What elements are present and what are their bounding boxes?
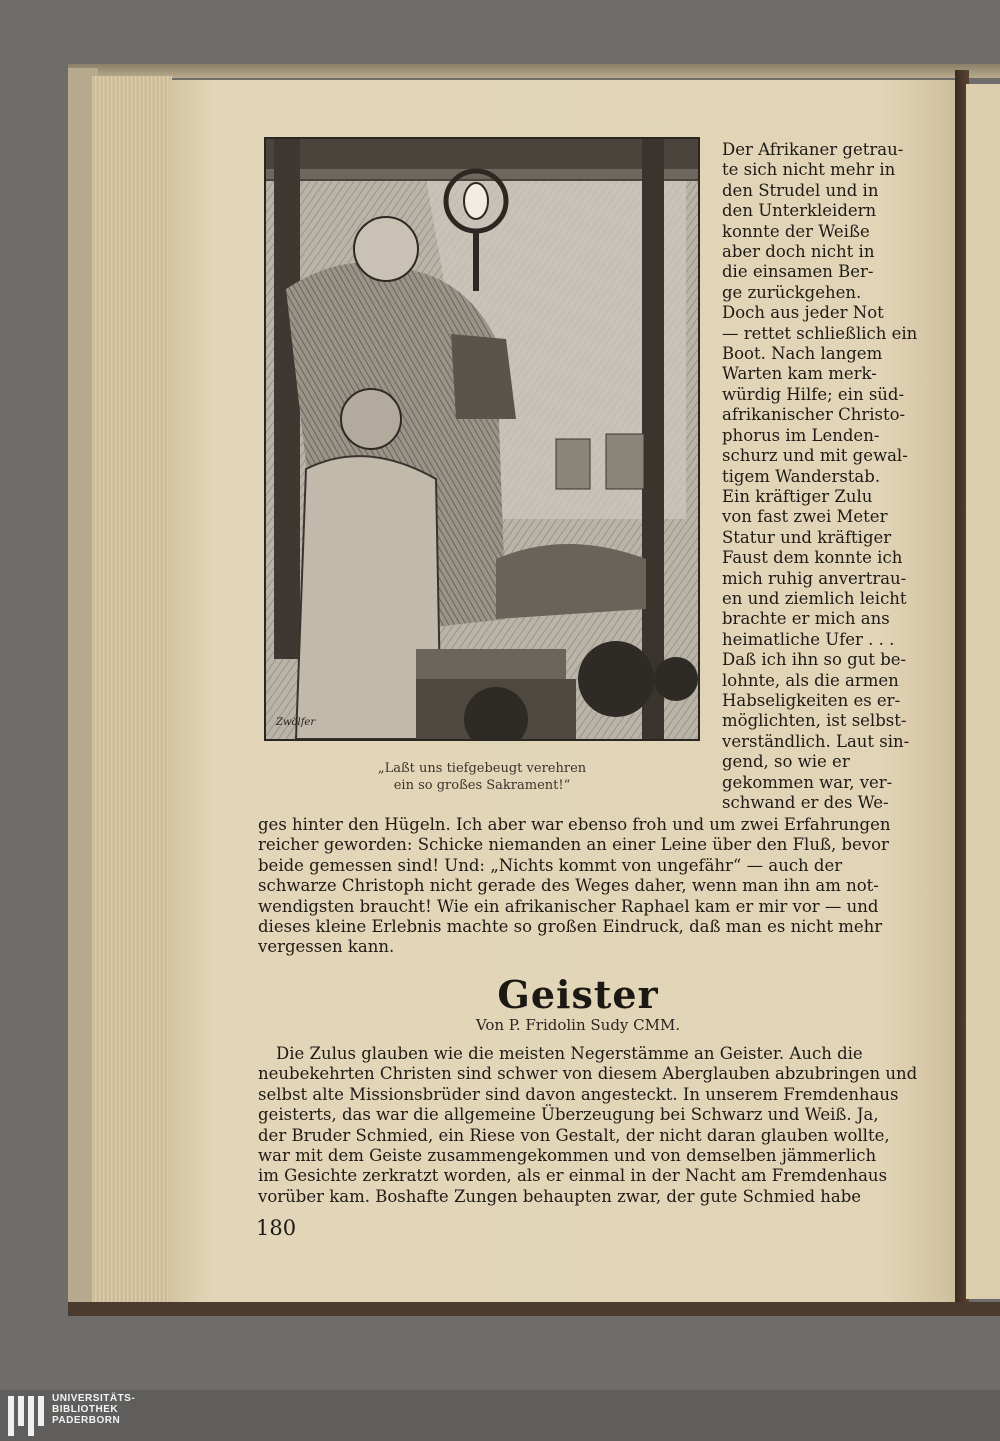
story-paragraph bbox=[258, 815, 898, 958]
text-line: mich ruhig anvertrau- bbox=[722, 568, 907, 588]
text-line: geisterts, das war die allgemeine Überzeugung bei Schwarz und Weiß. Ja, bbox=[258, 1105, 879, 1125]
text-line: Warten kam merk- bbox=[722, 364, 877, 384]
text-line: neubekehrten Christen sind schwer von diesem Aberglauben abzubringen und bbox=[258, 1064, 918, 1084]
footer-bar bbox=[0, 1390, 1000, 1441]
right-text-column bbox=[722, 140, 918, 813]
text-line: lohnte, als die armen bbox=[722, 670, 899, 690]
page-number: 180 bbox=[256, 1216, 297, 1240]
logo-line-1: UNIVERSITÄTS- bbox=[52, 1393, 136, 1404]
article-byline: Von P. Fridolin Sudy CMM. bbox=[475, 1016, 681, 1034]
logo-line-2: BIBLIOTHEK bbox=[52, 1404, 119, 1415]
text-line: beide gemessen sind! Und: „Nichts kommt von ungefähr“ — auch der bbox=[258, 855, 843, 875]
illustration-caption bbox=[264, 760, 700, 794]
caption-line-1: „Laßt uns tiefgebeugt verehren bbox=[377, 761, 587, 776]
text-line: afrikanischer Christo- bbox=[722, 405, 906, 425]
text-line: Boot. Nach langem bbox=[722, 344, 883, 364]
artist-signature: Zwölfer bbox=[276, 717, 316, 728]
text-line: en und ziemlich leicht bbox=[722, 588, 907, 608]
text-line: wendigsten braucht! Wie ein afrikanischer Raphael kam er mir vor — und bbox=[258, 896, 879, 916]
text-line: der Bruder Schmied, ein Riese von Gestalt, der nicht daran glauben wollte, bbox=[258, 1125, 890, 1145]
text-line: Statur und kräftiger bbox=[722, 527, 892, 547]
text-line: konnte der Weiße bbox=[722, 221, 870, 241]
text-line: tigem Wanderstab. bbox=[722, 466, 881, 486]
text-line: Die Zulus glauben wie die meisten Negerstämme an Geister. Auch die bbox=[276, 1044, 863, 1063]
engraving-illustration bbox=[264, 137, 700, 741]
library-logo-icon bbox=[8, 1396, 48, 1436]
text-line: im Gesichte zerkratzt worden, als er einmal in der Nacht am Fremdenhaus bbox=[258, 1166, 888, 1186]
text-line: Der Afrikaner getrau- bbox=[722, 140, 904, 159]
text-line: Ein kräftiger Zulu bbox=[722, 486, 873, 506]
text-line: gend, so wie er bbox=[722, 752, 850, 772]
text-line: schwarze Christoph nicht gerade des Weges daher, wenn man ihn am not- bbox=[258, 876, 879, 896]
text-line: verständlich. Laut sin- bbox=[722, 731, 910, 751]
text-line: Daß ich ihn so gut be- bbox=[722, 650, 907, 670]
text-line: möglichten, ist selbst- bbox=[722, 711, 907, 731]
text-line: die einsamen Ber- bbox=[722, 262, 874, 282]
text-line: aber doch nicht in bbox=[722, 242, 875, 262]
text-line: den Strudel und in bbox=[722, 180, 879, 200]
logo-line-3: PADERBORN bbox=[52, 1415, 121, 1426]
text-line: dieses kleine Erlebnis machte so großen Eindruck, daß man es nicht mehr bbox=[258, 917, 883, 937]
text-line: von fast zwei Meter bbox=[722, 507, 888, 527]
book-edge-top bbox=[68, 64, 1000, 78]
text-line: brachte er mich ans bbox=[722, 609, 890, 629]
text-line: Faust dem konnte ich bbox=[722, 548, 903, 568]
text-line: würdig Hilfe; ein süd- bbox=[722, 384, 905, 404]
text-line: ge zurückgehen. bbox=[722, 282, 862, 302]
text-line: — rettet schließlich ein bbox=[722, 323, 918, 343]
text-line: Doch aus jeder Not bbox=[722, 303, 884, 323]
procession-drawing bbox=[266, 139, 698, 739]
text-line: reicher geworden: Schicke niemanden an einer Leine über den Fluß, bevor bbox=[258, 835, 889, 855]
text-line: heimatliche Ufer . . . bbox=[722, 629, 895, 649]
text-line: te sich nicht mehr in bbox=[722, 160, 896, 180]
library-logo-text bbox=[52, 1393, 135, 1426]
text-line: den Unterkleidern bbox=[722, 201, 877, 221]
facing-page-edge bbox=[966, 84, 1000, 1299]
caption-line-2: ein so großes Sakrament!“ bbox=[393, 778, 571, 793]
page-stack bbox=[92, 76, 172, 1308]
book-edge-bottom bbox=[68, 1302, 1000, 1316]
article-title: Geister bbox=[497, 972, 659, 1017]
text-line: schwand er des We- bbox=[722, 793, 889, 812]
text-line: ges hinter den Hügeln. Ich aber war ebenso froh und um zwei Erfahrungen bbox=[258, 815, 891, 834]
text-line: vorüber kam. Boshafte Zungen behaupten zwar, der gute Schmied habe bbox=[258, 1186, 862, 1206]
text-line: selbst alte Missionsbrüder sind davon angesteckt. In unserem Fremdenhaus bbox=[258, 1084, 899, 1104]
text-line: phorus im Lenden- bbox=[722, 425, 880, 445]
text-line: vergessen kann. bbox=[258, 937, 395, 957]
text-line: gekommen war, ver- bbox=[722, 772, 893, 792]
text-line: schurz und mit gewal- bbox=[722, 446, 908, 466]
text-line: Habseligkeiten es er- bbox=[722, 690, 901, 710]
article-body bbox=[258, 1044, 918, 1207]
text-line: war mit dem Geiste zusammengekommen und von demselben jämmerlich bbox=[258, 1146, 877, 1166]
